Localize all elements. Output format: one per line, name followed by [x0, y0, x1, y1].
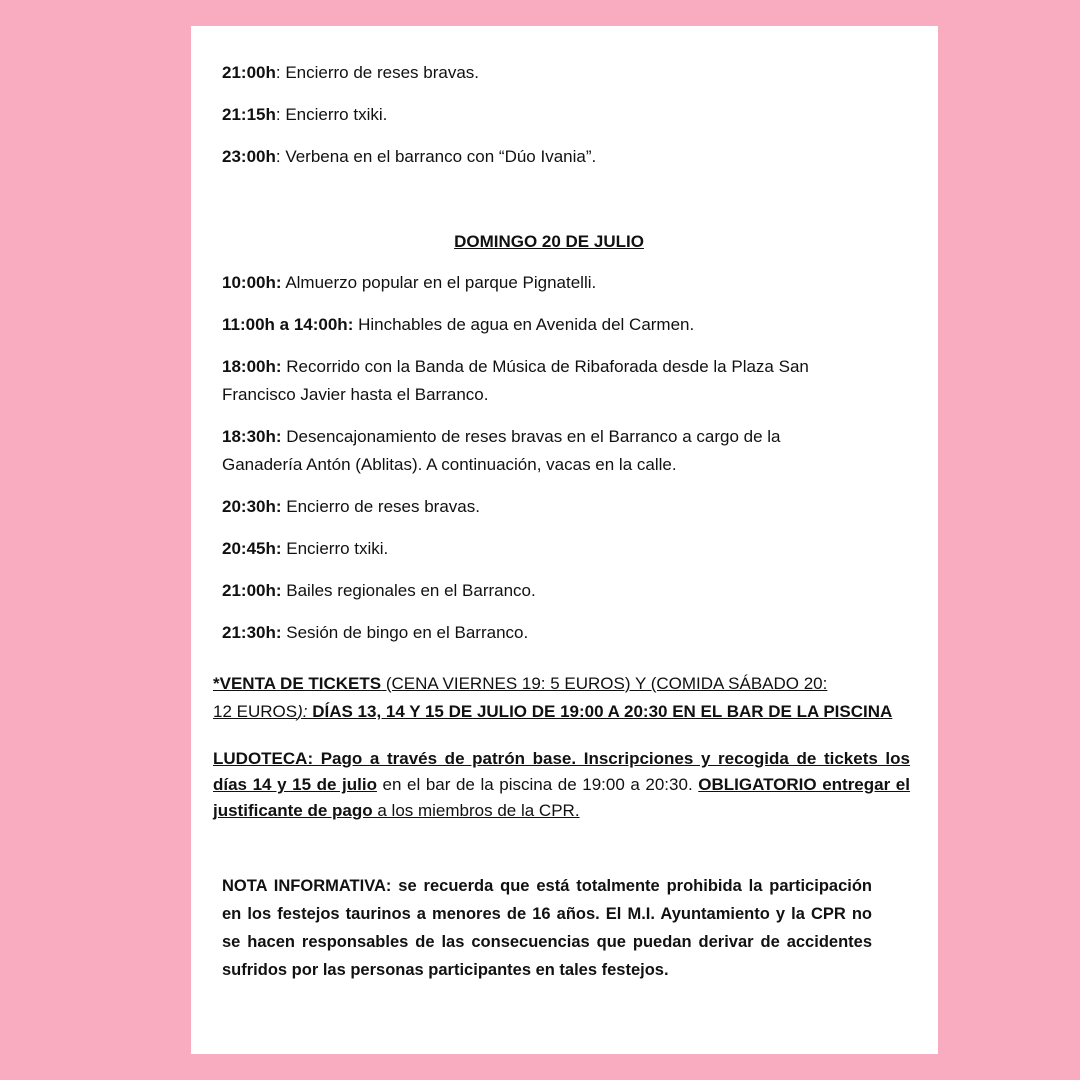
schedule-text: Encierro de reses bravas. — [281, 497, 480, 516]
schedule-time: 20:45h: — [222, 539, 282, 558]
schedule-time: 21:15h — [222, 105, 276, 124]
schedule-text: Bailes regionales en el Barranco. — [281, 581, 536, 600]
schedule-item — [222, 619, 528, 647]
ludoteca-text-1: en el bar de la piscina de 19:00 a 20:30. — [376, 775, 699, 794]
schedule-item — [222, 423, 781, 479]
schedule-item — [222, 353, 809, 409]
schedule-text: Desencajonamiento de reses bravas en el Barranco a cargo de la — [281, 427, 781, 446]
schedule-time: 21:30h: — [222, 623, 282, 642]
tickets-notice — [213, 670, 892, 726]
schedule-text: Recorrido con la Banda de Música de Ribaforada desde la Plaza San — [281, 357, 809, 376]
schedule-item — [222, 59, 479, 87]
schedule-time: 11:00h a 14:00h: — [222, 315, 354, 334]
schedule-time: 18:30h: — [222, 427, 282, 446]
schedule-item — [222, 101, 387, 129]
schedule-item — [222, 535, 388, 563]
schedule-text: : Encierro txiki. — [275, 105, 388, 124]
schedule-time: 20:30h: — [222, 497, 282, 516]
schedule-time: 18:00h: — [222, 357, 282, 376]
schedule-time: 21:00h — [222, 63, 276, 82]
schedule-text: : Verbena en el barranco con “Dúo Ivania”. — [275, 147, 597, 166]
ludoteca-text-2: a los miembros de la CPR. — [372, 801, 580, 820]
ludoteca-bold-2: OBLIGATORIO entregar el justificante de pago — [213, 775, 910, 820]
program-page — [191, 26, 938, 1054]
schedule-time: 21:00h: — [222, 581, 282, 600]
schedule-item — [222, 311, 694, 339]
schedule-text-continued: Ganadería Antón (Ablitas). A continuación, vacas en la calle. — [222, 455, 677, 474]
schedule-item — [222, 143, 596, 171]
tickets-prices-continued: 12 EUROS — [213, 702, 298, 721]
schedule-text: Hinchables de agua en Avenida del Carmen. — [353, 315, 695, 334]
nota-informativa: NOTA INFORMATIVA: se recuerda que está totalmente prohibida la participación en los festejos taurinos a menores de 16 años. El M.I. Ayuntamiento y la CPR no se hacen responsables de las consecuencias que puedan derivar de accidentes sufridos por las personas participantes en tales festejos. — [222, 877, 872, 979]
schedule-text: Almuerzo popular en el parque Pignatelli. — [281, 273, 597, 292]
schedule-text-continued: Francisco Javier hasta el Barranco. — [222, 385, 489, 404]
ludoteca-notice — [213, 746, 910, 824]
tickets-paren: ): — [297, 702, 308, 721]
schedule-time: 10:00h: — [222, 273, 282, 292]
schedule-text: Encierro txiki. — [281, 539, 389, 558]
schedule-item — [222, 577, 536, 605]
schedule-text: Sesión de bingo en el Barranco. — [281, 623, 529, 642]
tickets-prices: (CENA VIERNES 19: 5 EUROS) Y (COMIDA SÁBADO 20: — [381, 674, 828, 693]
schedule-item — [222, 269, 596, 297]
schedule-time: 23:00h — [222, 147, 276, 166]
tickets-dates: DÍAS 13, 14 Y 15 DE JULIO DE 19:00 A 20:30 EN EL BAR DE LA PISCINA — [307, 702, 893, 721]
ludoteca-bold-1: LUDOTECA: Pago a través de patrón base. Inscripciones y recogida de tickets los días 14 y 15 de julio — [213, 749, 910, 794]
tickets-label: *VENTA DE TICKETS — [213, 674, 382, 693]
schedule-item — [222, 493, 480, 521]
day-heading: DOMINGO 20 DE JULIO — [454, 232, 644, 251]
schedule-text: : Encierro de reses bravas. — [275, 63, 480, 82]
